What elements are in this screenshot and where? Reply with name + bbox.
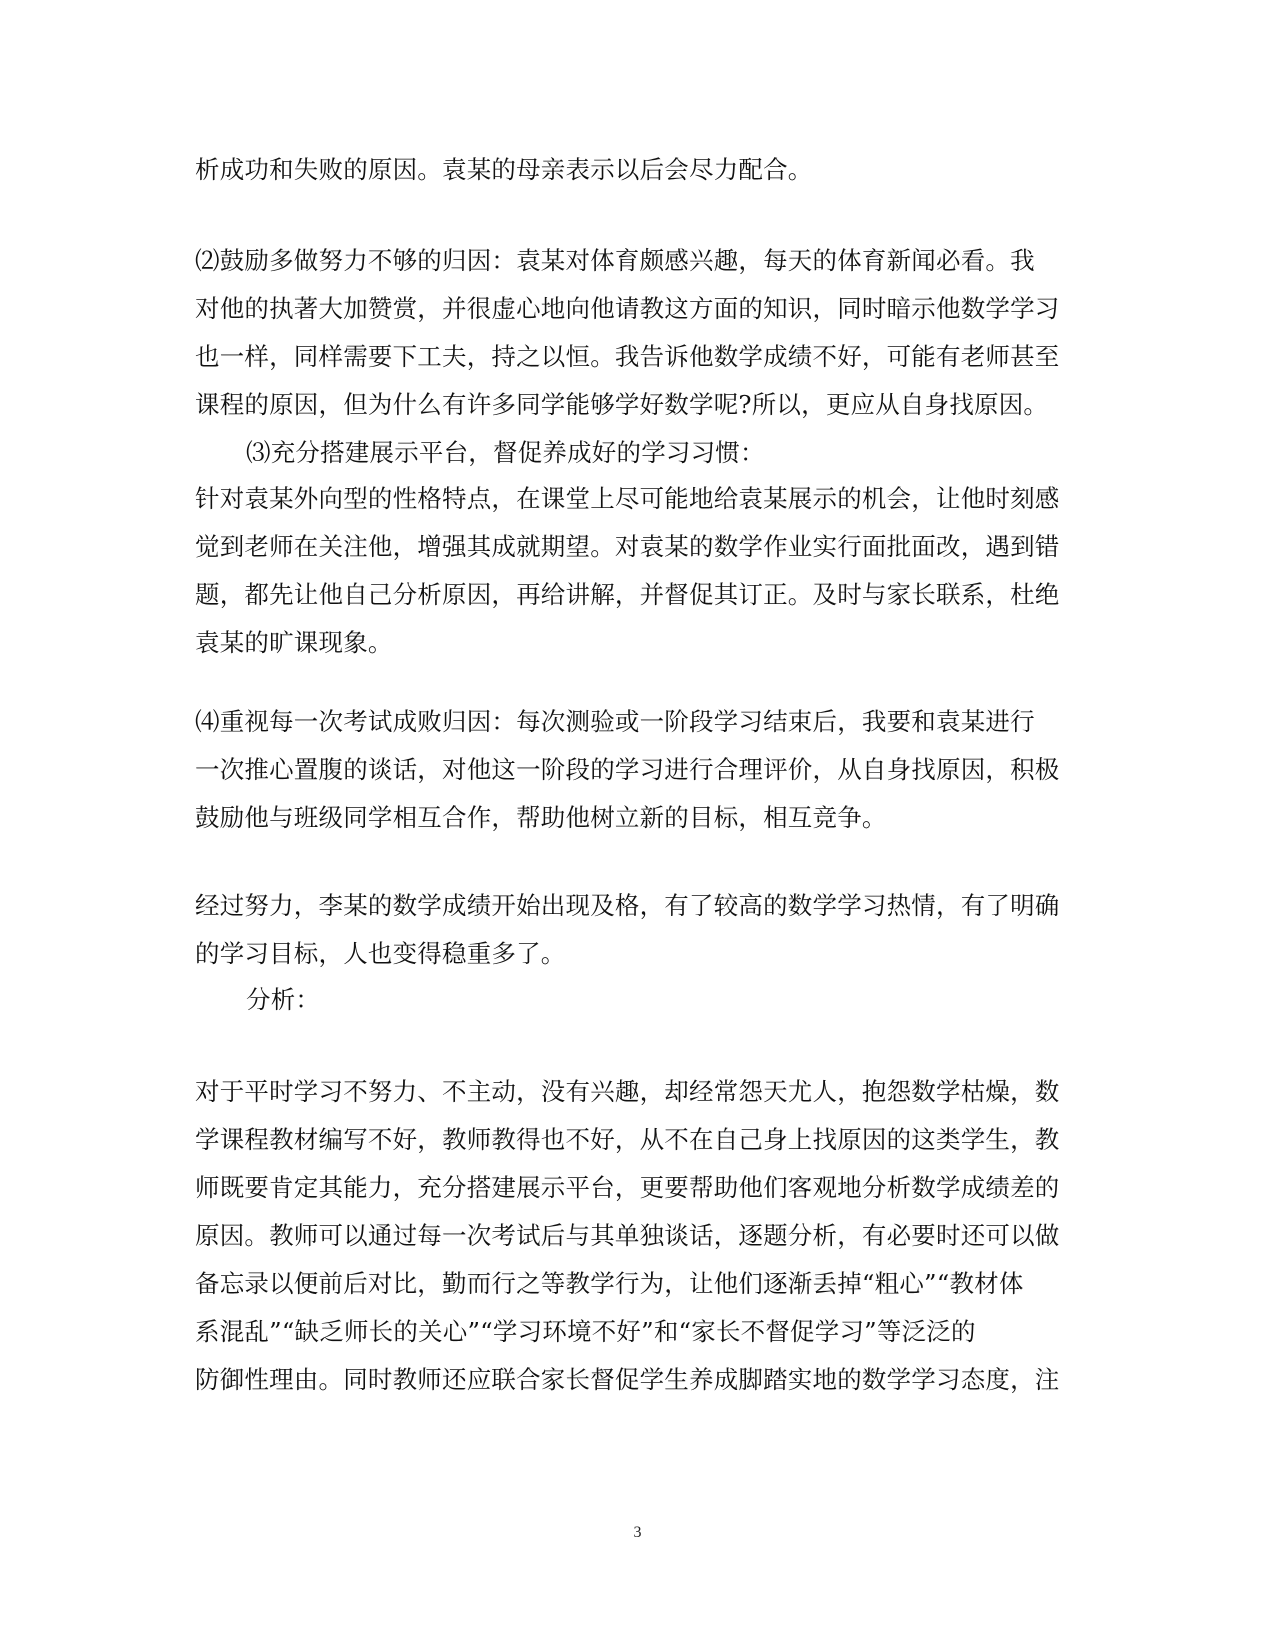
page-number: 3 <box>633 1524 642 1541</box>
paragraph-5 <box>195 698 1075 842</box>
paragraph-line: 学课程教材编写不好，教师教得也不好，从不在自己身上找原因的这类学生，教 <box>195 1125 1060 1154</box>
paragraph-line: ⑶充分搭建展示平台，督促养成好的学习习惯： <box>246 438 765 467</box>
paragraph-line: 的学习目标，人也变得稳重多了。 <box>195 939 566 968</box>
paragraph-1 <box>195 146 1075 194</box>
paragraph-3 <box>195 429 1126 477</box>
paragraph-line: 系混乱”“缺乏师长的关心”“学习环境不好”和“家长不督促学习”等泛泛的 <box>195 1317 976 1346</box>
paragraph-4 <box>195 475 1075 667</box>
paragraph-line: 析成功和失败的原因。袁某的母亲表示以后会尽力配合。 <box>195 155 813 184</box>
paragraph-line: 觉到老师在关注他，增强其成就期望。对袁某的数学作业实行面批面改，遇到错 <box>195 532 1060 561</box>
paragraph-line: ⑵鼓励多做努力不够的归因：袁某对体育颇感兴趣，每天的体育新闻必看。我 <box>195 246 1035 275</box>
paragraph-line: 鼓励他与班级同学相互合作，帮助他树立新的目标，相互竞争。 <box>195 803 887 832</box>
paragraph-line: 一次推心置腹的谈话，对他这一阶段的学习进行合理评价，从自身找原因，积极 <box>195 755 1060 784</box>
paragraph-line: 对他的执著大加赞赏，并很虚心地向他请教这方面的知识，同时暗示他数学学习 <box>195 294 1060 323</box>
paragraph-line: 经过努力，李某的数学成绩开始出现及格，有了较高的数学学习热情，有了明确 <box>195 891 1060 920</box>
paragraph-line: 也一样，同样需要下工夫，持之以恒。我告诉他数学成绩不好，可能有老师甚至 <box>195 342 1060 371</box>
paragraph-6 <box>195 882 1075 978</box>
paragraph-line: 针对袁某外向型的性格特点，在课堂上尽可能地给袁某展示的机会，让他时刻感 <box>195 484 1060 513</box>
paragraph-line: ⑷重视每一次考试成败归因：每次测验或一阶段学习结束后，我要和袁某进行 <box>195 707 1035 736</box>
paragraph-line: 分析： <box>246 985 321 1014</box>
paragraph-7 <box>195 976 1126 1024</box>
paragraph-line: 对于平时学习不努力、不主动，没有兴趣，却经常怨天尤人，抱怨数学枯燥，数 <box>195 1077 1060 1106</box>
paragraph-line: 课程的原因，但为什么有许多同学能够学好数学呢?所以，更应从自身找原因。 <box>195 390 1049 419</box>
paragraph-line: 师既要肯定其能力，充分搭建展示平台，更要帮助他们客观地分析数学成绩差的 <box>195 1173 1060 1202</box>
paragraph-line: 防御性理由。同时教师还应联合家长督促学生养成脚踏实地的数学学习态度，注 <box>195 1365 1060 1394</box>
paragraph-line: 袁某的旷课现象。 <box>195 628 393 657</box>
paragraph-line: 原因。教师可以通过每一次考试后与其单独谈话，逐题分析，有必要时还可以做 <box>195 1221 1060 1250</box>
paragraph-2 <box>195 237 1075 429</box>
paragraph-8 <box>195 1068 1075 1404</box>
paragraph-line: 备忘录以便前后对比，勤而行之等教学行为，让他们逐渐丢掉“粗心”“教材体 <box>195 1269 1024 1298</box>
paragraph-line: 题，都先让他自己分析原因，再给讲解，并督促其订正。及时与家长联系，杜绝 <box>195 580 1060 609</box>
